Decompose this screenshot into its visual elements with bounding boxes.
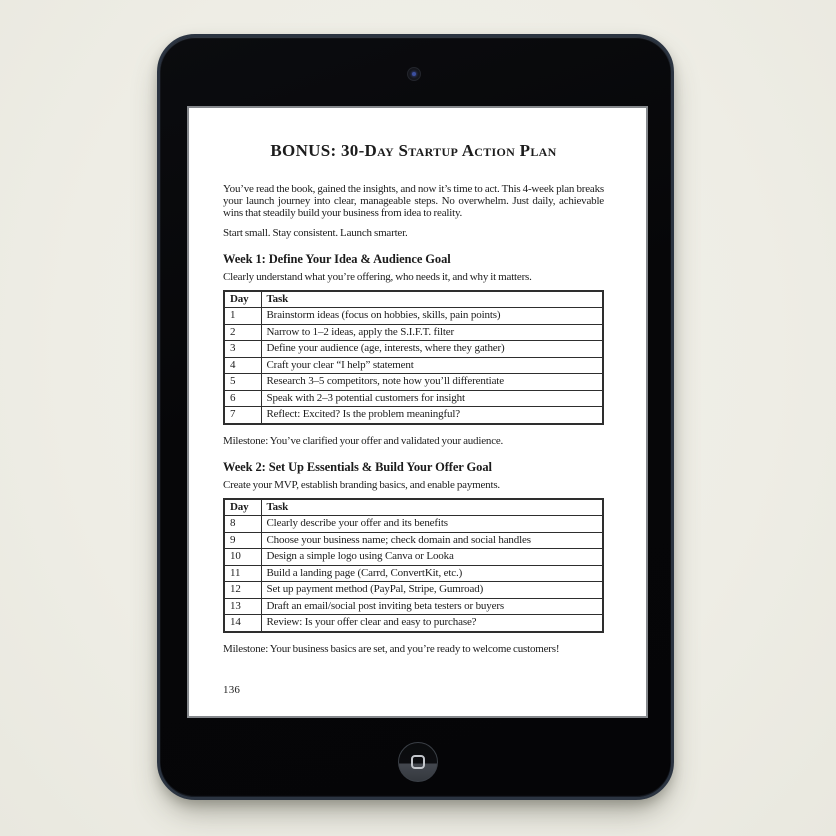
task-cell: Build a landing page (Carrd, ConvertKit, etc.) xyxy=(261,565,603,582)
task-cell: Review: Is your offer clear and easy to purchase? xyxy=(261,615,603,632)
task-cell: Reflect: Excited? Is the problem meaningful? xyxy=(261,407,603,424)
day-cell: 2 xyxy=(224,324,261,341)
day-cell: 6 xyxy=(224,390,261,407)
front-camera-icon xyxy=(407,67,421,81)
week-1-task-table xyxy=(223,290,604,425)
table-header-row xyxy=(224,291,603,308)
tablet-screen xyxy=(187,106,648,718)
table-row xyxy=(224,565,603,582)
table-row xyxy=(224,407,603,424)
home-button-icon xyxy=(411,755,425,769)
task-cell: Design a simple logo using Canva or Looka xyxy=(261,549,603,566)
page-title: BONUS: 30-Day Startup Action Plan xyxy=(270,141,557,160)
day-cell: 3 xyxy=(224,341,261,358)
day-cell: 8 xyxy=(224,516,261,533)
day-cell: 1 xyxy=(224,308,261,325)
home-button[interactable] xyxy=(398,742,438,782)
task-column-header: Task xyxy=(261,291,603,308)
table-header-row xyxy=(224,499,603,516)
tagline-text: Start small. Stay consistent. Launch smarter. xyxy=(223,227,408,240)
ebook-page xyxy=(189,108,646,716)
intro-paragraph: You’ve read the book, gained the insights, and now it’s time to act. This 4-week plan breaks your launch journey into clear, manageable steps. No overwhelm. Just daily, achievable wins that steadily build your business from idea to reality. xyxy=(223,183,604,219)
task-cell: Craft your clear “I help” statement xyxy=(261,357,603,374)
table-row xyxy=(224,598,603,615)
task-cell: Choose your business name; check domain and social handles xyxy=(261,532,603,549)
week-2-task-table xyxy=(223,498,604,633)
table-row xyxy=(224,341,603,358)
table-row xyxy=(224,390,603,407)
table-row xyxy=(224,549,603,566)
day-cell: 11 xyxy=(224,565,261,582)
day-cell: 12 xyxy=(224,582,261,599)
table-row xyxy=(224,324,603,341)
task-cell: Set up payment method (PayPal, Stripe, Gumroad) xyxy=(261,582,603,599)
day-column-header: Day xyxy=(224,499,261,516)
week-1-section xyxy=(223,252,604,448)
table-row xyxy=(224,615,603,632)
week-2-section xyxy=(223,460,604,656)
week-2-description: Create your MVP, establish branding basics, and enable payments. xyxy=(223,478,500,491)
table-row xyxy=(224,516,603,533)
table-row xyxy=(224,532,603,549)
task-cell: Draft an email/social post inviting beta testers or buyers xyxy=(261,598,603,615)
task-cell: Define your audience (age, interests, where they gather) xyxy=(261,341,603,358)
table-row xyxy=(224,308,603,325)
day-column-header: Day xyxy=(224,291,261,308)
day-cell: 9 xyxy=(224,532,261,549)
table-row xyxy=(224,374,603,391)
tablet-device-frame xyxy=(157,34,674,800)
day-cell: 4 xyxy=(224,357,261,374)
day-cell: 14 xyxy=(224,615,261,632)
day-cell: 7 xyxy=(224,407,261,424)
day-cell: 13 xyxy=(224,598,261,615)
week-1-description: Clearly understand what you’re offering, who needs it, and why it matters. xyxy=(223,271,532,284)
week-1-milestone: Milestone: You’ve clarified your offer and validated your audience. xyxy=(223,434,504,447)
task-cell: Brainstorm ideas (focus on hobbies, skills, pain points) xyxy=(261,308,603,325)
task-column-header: Task xyxy=(261,499,603,516)
week-1-heading: Week 1: Define Your Idea & Audience Goal xyxy=(223,252,451,267)
table-row xyxy=(224,357,603,374)
task-cell: Speak with 2–3 potential customers for insight xyxy=(261,390,603,407)
task-cell: Research 3–5 competitors, note how you’ll differentiate xyxy=(261,374,603,391)
page-number: 136 xyxy=(223,684,241,696)
task-cell: Narrow to 1–2 ideas, apply the S.I.F.T. filter xyxy=(261,324,603,341)
table-row xyxy=(224,582,603,599)
week-2-milestone: Milestone: Your business basics are set, and you’re ready to welcome customers! xyxy=(223,642,560,655)
task-cell: Clearly describe your offer and its benefits xyxy=(261,516,603,533)
day-cell: 5 xyxy=(224,374,261,391)
week-2-heading: Week 2: Set Up Essentials & Build Your Offer Goal xyxy=(223,459,492,474)
camera-lens-icon xyxy=(412,72,416,76)
day-cell: 10 xyxy=(224,549,261,566)
